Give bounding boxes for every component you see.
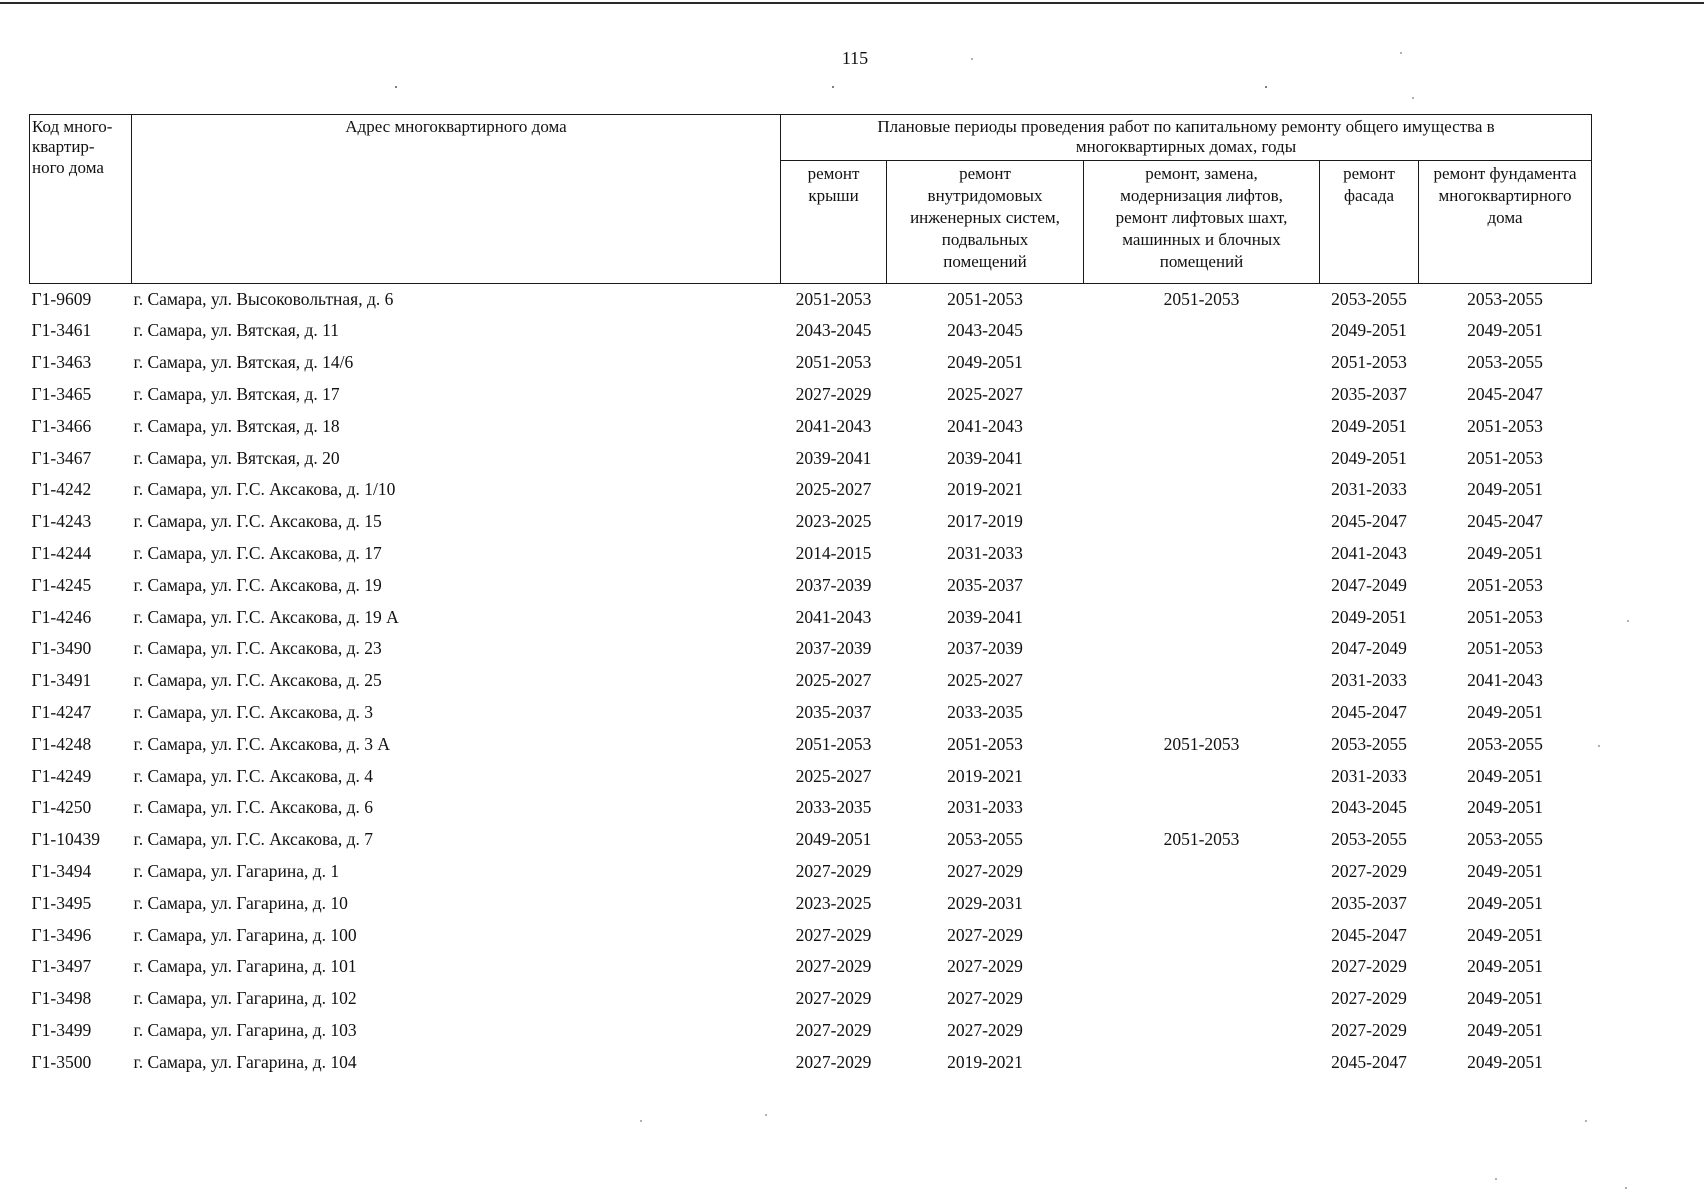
engineering-repair-cell: 2027-2029: [947, 1020, 1023, 1040]
roof-repair-cell: 2041-2043: [795, 606, 872, 627]
facade-repair-cell: 2035-2037: [1331, 384, 1407, 405]
foundation-repair-cell: 2049-2051: [1467, 892, 1543, 913]
engineering-repair-cell: 2049-2051: [947, 352, 1023, 373]
facade-repair-cell: 2027-2029: [1331, 988, 1407, 1009]
lift-repair-cell: [1084, 792, 1320, 824]
facade-repair-cell: 2045-2047: [1331, 702, 1407, 723]
building-code-cell: Г1-10439: [31, 829, 100, 850]
building-code-cell: Г1-3490: [31, 638, 92, 659]
table-row: [30, 442, 1592, 474]
top-border-rule: [0, 2, 1704, 4]
building-code-cell: Г1-3495: [31, 892, 92, 913]
table-row: [30, 919, 1592, 951]
foundation-repair-cell: 2053-2055: [1467, 288, 1543, 309]
lift-repair-cell: [1084, 315, 1320, 347]
facade-repair-cell: 2053-2055: [1331, 733, 1407, 754]
table-row: [30, 283, 1592, 315]
table-row: [30, 506, 1592, 538]
engineering-repair-cell: 2027-2029: [947, 924, 1023, 945]
lift-repair-cell: [1084, 410, 1320, 442]
foundation-repair-cell: 2049-2051: [1467, 797, 1543, 818]
table-row: [30, 1046, 1592, 1078]
address-cell: г. Самара, ул. Вятская, д. 14/6: [133, 352, 354, 373]
scan-speck: [765, 1114, 767, 1116]
address-cell: г. Самара, ул. Г.С. Аксакова, д. 7: [133, 829, 374, 850]
engineering-repair-cell: 2019-2021: [947, 1051, 1023, 1072]
lift-repair-cell: 2051-2053: [1163, 288, 1240, 309]
address-cell: г. Самара, ул. Вятская, д. 20: [133, 447, 340, 468]
engineering-repair-cell: 2025-2027: [947, 670, 1023, 691]
address-cell: г. Самара, ул. Г.С. Аксакова, д. 23: [133, 638, 382, 659]
facade-repair-cell: 2053-2055: [1331, 288, 1407, 309]
facade-repair-cell: 2045-2047: [1331, 511, 1407, 532]
building-code-cell: Г1-3498: [31, 988, 92, 1009]
facade-repair-cell: 2031-2033: [1331, 765, 1407, 786]
building-code-cell: Г1-4242: [31, 479, 92, 500]
lift-repair-cell: [1084, 760, 1320, 792]
engineering-repair-cell: 2037-2039: [947, 638, 1023, 659]
foundation-repair-cell: 2051-2053: [1467, 447, 1543, 468]
building-code-cell: Г1-4248: [31, 733, 92, 754]
foundation-repair-cell: 2049-2051: [1467, 924, 1543, 945]
table-row: [30, 633, 1592, 665]
roof-repair-cell: 2043-2045: [795, 320, 872, 341]
address-cell: г. Самара, ул. Гагарина, д. 100: [133, 924, 357, 945]
table-row: [30, 315, 1592, 347]
header-lift-repair: ремонт, замена, модернизация лифтов, ремонт лифтовых шахт, машинных и блочных помещений: [1084, 160, 1320, 283]
lift-repair-cell: [1084, 633, 1320, 665]
table-row: [30, 474, 1592, 506]
foundation-repair-cell: 2049-2051: [1467, 1051, 1543, 1072]
table-row: [30, 601, 1592, 633]
facade-repair-cell: 2027-2029: [1331, 861, 1407, 882]
roof-repair-cell: 2027-2029: [795, 924, 872, 945]
scan-speck: [1412, 97, 1414, 99]
roof-repair-cell: 2025-2027: [795, 670, 872, 691]
address-cell: г. Самара, ул. Гагарина, д. 10: [133, 892, 348, 913]
header-engineering-systems-repair: ремонт внутридомовых инженерных систем, подвальных помещений: [887, 160, 1084, 283]
engineering-repair-cell: 2027-2029: [947, 988, 1023, 1009]
foundation-repair-cell: 2051-2053: [1467, 606, 1543, 627]
roof-repair-cell: 2037-2039: [795, 574, 872, 595]
building-code-cell: Г1-3467: [31, 447, 92, 468]
table-row: [30, 569, 1592, 601]
table-row: [30, 728, 1592, 760]
address-cell: г. Самара, ул. Г.С. Аксакова, д. 3: [133, 702, 374, 723]
table-body: [30, 283, 1592, 1078]
roof-repair-cell: 2049-2051: [795, 829, 872, 850]
table-row: [30, 665, 1592, 697]
lift-repair-cell: [1084, 856, 1320, 888]
scan-speck: [1495, 1178, 1497, 1180]
building-code-cell: Г1-3461: [31, 320, 92, 341]
lift-repair-cell: [1084, 887, 1320, 919]
roof-repair-cell: 2023-2025: [795, 892, 872, 913]
facade-repair-cell: 2049-2051: [1331, 606, 1407, 627]
table-row: [30, 887, 1592, 919]
table-row: [30, 697, 1592, 729]
scan-speck: [1265, 86, 1267, 88]
scan-speck: [640, 1120, 642, 1122]
engineering-repair-cell: 2027-2029: [947, 956, 1023, 977]
facade-repair-cell: 2049-2051: [1331, 447, 1407, 468]
engineering-repair-cell: 2051-2053: [947, 733, 1023, 754]
table-row: [30, 347, 1592, 379]
scan-speck: [1598, 745, 1600, 747]
roof-repair-cell: 2033-2035: [795, 797, 872, 818]
engineering-repair-cell: 2019-2021: [947, 765, 1023, 786]
roof-repair-cell: 2027-2029: [795, 1020, 872, 1040]
lift-repair-cell: [1084, 919, 1320, 951]
lift-repair-cell: [1084, 442, 1320, 474]
lift-repair-cell: [1084, 951, 1320, 983]
header-address: Адрес многоквартирного дома: [132, 115, 781, 284]
building-code-cell: Г1-4243: [31, 511, 92, 532]
header-facade-repair: ремонт фасада: [1320, 160, 1419, 283]
engineering-repair-cell: 2043-2045: [947, 320, 1023, 341]
lift-repair-cell: [1084, 665, 1320, 697]
roof-repair-cell: 2051-2053: [795, 352, 872, 373]
roof-repair-cell: 2027-2029: [795, 384, 872, 405]
engineering-repair-cell: 2019-2021: [947, 479, 1023, 500]
facade-repair-cell: 2051-2053: [1331, 352, 1407, 373]
building-code-cell: Г1-3465: [31, 384, 92, 405]
foundation-repair-cell: 2045-2047: [1467, 384, 1543, 405]
table-row: [30, 410, 1592, 442]
facade-repair-cell: 2043-2045: [1331, 797, 1407, 818]
engineering-repair-cell: 2017-2019: [947, 511, 1023, 532]
engineering-repair-cell: 2039-2041: [947, 606, 1023, 627]
facade-repair-cell: 2027-2029: [1331, 956, 1407, 977]
address-cell: г. Самара, ул. Высоковольтная, д. 6: [133, 288, 394, 309]
engineering-repair-cell: 2027-2029: [947, 861, 1023, 882]
foundation-repair-cell: 2041-2043: [1467, 670, 1543, 691]
building-code-cell: Г1-3500: [31, 1051, 92, 1072]
table-header: [30, 115, 1592, 284]
lift-repair-cell: 2051-2053: [1163, 733, 1240, 754]
address-cell: г. Самара, ул. Г.С. Аксакова, д. 17: [133, 543, 382, 564]
roof-repair-cell: 2025-2027: [795, 765, 872, 786]
lift-repair-cell: 2051-2053: [1163, 829, 1240, 850]
facade-repair-cell: 2031-2033: [1331, 479, 1407, 500]
address-cell: г. Самара, ул. Гагарина, д. 103: [133, 1020, 357, 1040]
page-number: 115: [841, 48, 869, 68]
scan-speck: [395, 86, 397, 88]
header-foundation-repair: ремонт фундамента многоквартирного дома: [1419, 160, 1592, 283]
foundation-repair-cell: 2049-2051: [1467, 988, 1543, 1009]
address-cell: г. Самара, ул. Гагарина, д. 101: [133, 956, 357, 977]
foundation-repair-cell: 2049-2051: [1467, 956, 1543, 977]
table-row: [30, 379, 1592, 411]
address-cell: г. Самара, ул. Вятская, д. 18: [133, 415, 340, 436]
foundation-repair-cell: 2049-2051: [1467, 765, 1543, 786]
lift-repair-cell: [1084, 538, 1320, 570]
building-code-cell: Г1-4249: [31, 765, 92, 786]
lift-repair-cell: [1084, 506, 1320, 538]
foundation-repair-cell: 2051-2053: [1467, 638, 1543, 659]
building-code-cell: Г1-3491: [31, 670, 92, 691]
foundation-repair-cell: 2049-2051: [1467, 861, 1543, 882]
lift-repair-cell: [1084, 1046, 1320, 1078]
facade-repair-cell: 2045-2047: [1331, 924, 1407, 945]
scan-speck: [1627, 620, 1629, 622]
address-cell: г. Самара, ул. Г.С. Аксакова, д. 19: [133, 574, 382, 595]
foundation-repair-cell: 2053-2055: [1467, 829, 1543, 850]
address-cell: г. Самара, ул. Г.С. Аксакова, д. 1/10: [133, 479, 396, 500]
address-cell: г. Самара, ул. Вятская, д. 11: [133, 320, 340, 341]
address-cell: г. Самара, ул. Гагарина, д. 1: [133, 861, 340, 882]
address-cell: г. Самара, ул. Гагарина, д. 104: [133, 1051, 357, 1072]
header-planned-periods: Плановые периоды проведения работ по капитальному ремонту общего имущества в многоквартирных домах, годы: [781, 115, 1592, 161]
table-row: [30, 983, 1592, 1015]
roof-repair-cell: 2014-2015: [795, 543, 872, 564]
foundation-repair-cell: 2053-2055: [1467, 352, 1543, 373]
building-code-cell: Г1-3499: [31, 1020, 92, 1040]
lift-repair-cell: [1084, 601, 1320, 633]
building-code-cell: Г1-3466: [31, 415, 92, 436]
facade-repair-cell: 2047-2049: [1331, 638, 1407, 659]
repair-schedule-table: [29, 114, 1592, 1078]
foundation-repair-cell: 2045-2047: [1467, 511, 1543, 532]
address-cell: г. Самара, ул. Вятская, д. 17: [133, 384, 340, 405]
engineering-repair-cell: 2041-2043: [947, 415, 1023, 436]
roof-repair-cell: 2027-2029: [795, 988, 872, 1009]
roof-repair-cell: 2027-2029: [795, 956, 872, 977]
roof-repair-cell: 2023-2025: [795, 511, 872, 532]
building-code-cell: Г1-3494: [31, 861, 92, 882]
address-cell: г. Самара, ул. Г.С. Аксакова, д. 25: [133, 670, 382, 691]
roof-repair-cell: 2039-2041: [795, 447, 872, 468]
address-cell: г. Самара, ул. Г.С. Аксакова, д. 3 А: [133, 733, 391, 754]
roof-repair-cell: 2041-2043: [795, 415, 872, 436]
header-building-code: Код много- квартир- ного дома: [30, 115, 132, 284]
facade-repair-cell: 2041-2043: [1331, 543, 1407, 564]
lift-repair-cell: [1084, 379, 1320, 411]
address-cell: г. Самара, ул. Г.С. Аксакова, д. 4: [133, 765, 374, 786]
facade-repair-cell: 2049-2051: [1331, 320, 1407, 341]
roof-repair-cell: 2025-2027: [795, 479, 872, 500]
address-cell: г. Самара, ул. Г.С. Аксакова, д. 15: [133, 511, 382, 532]
table-row: [30, 951, 1592, 983]
building-code-cell: Г1-4245: [31, 574, 92, 595]
table-row: [30, 824, 1592, 856]
scan-speck: [1400, 52, 1402, 54]
engineering-repair-cell: 2053-2055: [947, 829, 1023, 850]
building-code-cell: Г1-3463: [31, 352, 92, 373]
foundation-repair-cell: 2049-2051: [1467, 1020, 1543, 1040]
lift-repair-cell: [1084, 569, 1320, 601]
address-cell: г. Самара, ул. Г.С. Аксакова, д. 6: [133, 797, 374, 818]
roof-repair-cell: 2037-2039: [795, 638, 872, 659]
table-row: [30, 760, 1592, 792]
lift-repair-cell: [1084, 697, 1320, 729]
scan-speck: [1585, 1120, 1587, 1122]
engineering-repair-cell: 2029-2031: [947, 892, 1023, 913]
table-row: [30, 538, 1592, 570]
table-row: [30, 1015, 1592, 1047]
roof-repair-cell: 2051-2053: [795, 288, 872, 309]
facade-repair-cell: 2053-2055: [1331, 829, 1407, 850]
foundation-repair-cell: 2049-2051: [1467, 320, 1543, 341]
table-row: [30, 792, 1592, 824]
foundation-repair-cell: 2051-2053: [1467, 415, 1543, 436]
facade-repair-cell: 2049-2051: [1331, 415, 1407, 436]
engineering-repair-cell: 2039-2041: [947, 447, 1023, 468]
address-cell: г. Самара, ул. Г.С. Аксакова, д. 19 А: [133, 606, 399, 627]
address-cell: г. Самара, ул. Гагарина, д. 102: [133, 988, 357, 1009]
lift-repair-cell: [1084, 474, 1320, 506]
engineering-repair-cell: 2031-2033: [947, 543, 1023, 564]
lift-repair-cell: [1084, 1015, 1320, 1047]
building-code-cell: Г1-4247: [31, 702, 92, 723]
lift-repair-cell: [1084, 983, 1320, 1015]
building-code-cell: Г1-4244: [31, 543, 92, 564]
header-roof-repair: ремонт крыши: [781, 160, 887, 283]
engineering-repair-cell: 2035-2037: [947, 574, 1023, 595]
foundation-repair-cell: 2049-2051: [1467, 543, 1543, 564]
building-code-cell: Г1-3496: [31, 924, 92, 945]
engineering-repair-cell: 2031-2033: [947, 797, 1023, 818]
foundation-repair-cell: 2049-2051: [1467, 479, 1543, 500]
roof-repair-cell: 2027-2029: [795, 861, 872, 882]
lift-repair-cell: [1084, 347, 1320, 379]
engineering-repair-cell: 2051-2053: [947, 288, 1023, 309]
roof-repair-cell: 2051-2053: [795, 733, 872, 754]
foundation-repair-cell: 2053-2055: [1467, 733, 1543, 754]
foundation-repair-cell: 2051-2053: [1467, 574, 1543, 595]
scan-speck: [1625, 1187, 1627, 1189]
engineering-repair-cell: 2033-2035: [947, 702, 1023, 723]
building-code-cell: Г1-9609: [31, 288, 92, 309]
table-row: [30, 856, 1592, 888]
foundation-repair-cell: 2049-2051: [1467, 702, 1543, 723]
scan-speck: [832, 86, 834, 88]
building-code-cell: Г1-4246: [31, 606, 92, 627]
facade-repair-cell: 2045-2047: [1331, 1051, 1407, 1072]
roof-repair-cell: 2027-2029: [795, 1051, 872, 1072]
building-code-cell: Г1-3497: [31, 956, 92, 977]
facade-repair-cell: 2035-2037: [1331, 892, 1407, 913]
facade-repair-cell: 2031-2033: [1331, 670, 1407, 691]
building-code-cell: Г1-4250: [31, 797, 92, 818]
facade-repair-cell: 2027-2029: [1331, 1020, 1407, 1040]
roof-repair-cell: 2035-2037: [795, 702, 872, 723]
engineering-repair-cell: 2025-2027: [947, 384, 1023, 405]
facade-repair-cell: 2047-2049: [1331, 574, 1407, 595]
scan-speck: [971, 58, 973, 60]
